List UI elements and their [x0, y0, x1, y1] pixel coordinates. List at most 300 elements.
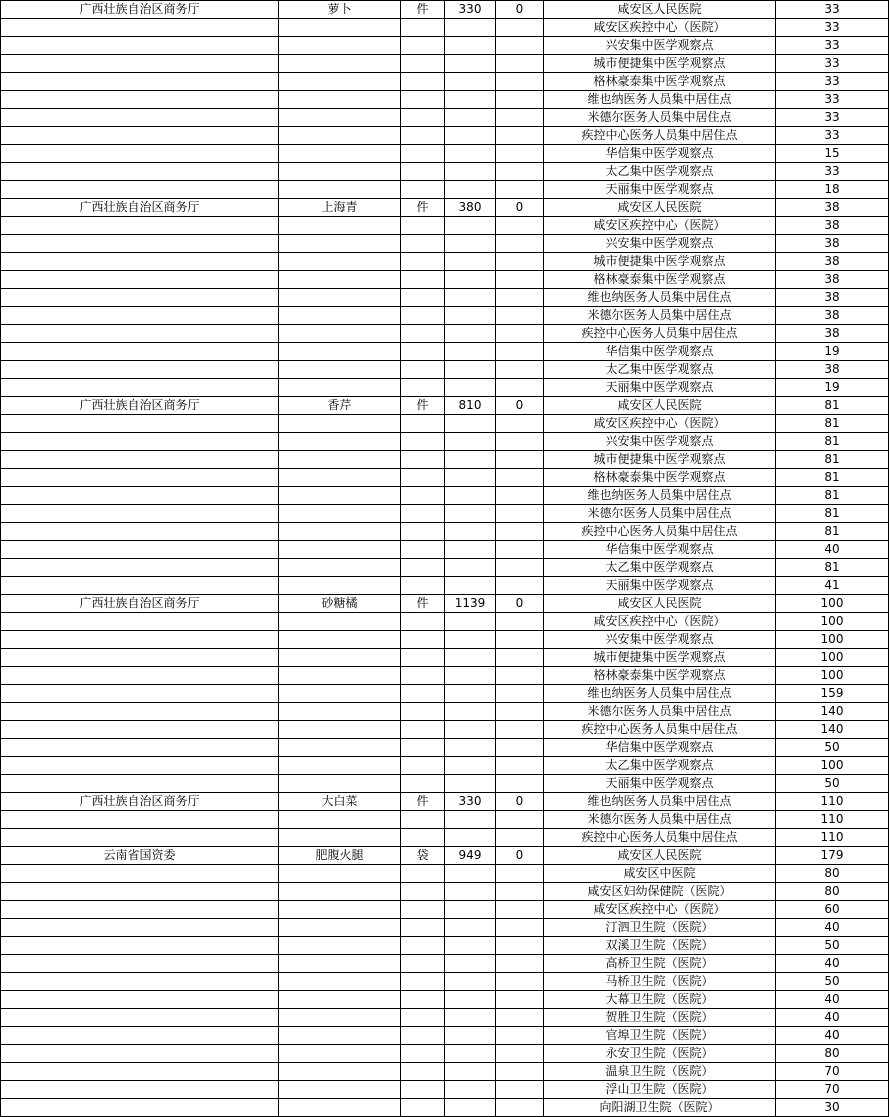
unit-cell: [401, 937, 445, 955]
total-quantity-cell: [445, 1099, 496, 1117]
total-quantity-cell: [445, 829, 496, 847]
table-row: [1, 451, 889, 469]
product-cell: 砂糖橘: [279, 595, 401, 613]
product-cell: [279, 991, 401, 1009]
donor-org-cell: [1, 487, 279, 505]
zero-cell: [496, 937, 544, 955]
total-quantity-cell: [445, 505, 496, 523]
table-row: [1, 991, 889, 1009]
table-row: [1, 937, 889, 955]
zero-cell: 0: [496, 793, 544, 811]
destination-cell: 贺胜卫生院（医院）: [544, 1009, 776, 1027]
donor-org-cell: [1, 19, 279, 37]
destination-cell: 城市便捷集中医学观察点: [544, 253, 776, 271]
table-row: [1, 793, 889, 811]
product-cell: [279, 181, 401, 199]
total-quantity-cell: [445, 577, 496, 595]
table-body: [1, 1, 889, 1117]
quantity-cell: 50: [776, 937, 889, 955]
unit-cell: [401, 649, 445, 667]
total-quantity-cell: [445, 361, 496, 379]
table-row: [1, 73, 889, 91]
total-quantity-cell: [445, 487, 496, 505]
quantity-cell: 40: [776, 991, 889, 1009]
donor-org-cell: [1, 55, 279, 73]
unit-cell: [401, 1045, 445, 1063]
product-cell: [279, 631, 401, 649]
total-quantity-cell: [445, 703, 496, 721]
total-quantity-cell: [445, 757, 496, 775]
product-cell: [279, 1099, 401, 1117]
quantity-cell: 81: [776, 451, 889, 469]
table-row: [1, 865, 889, 883]
donor-org-cell: [1, 919, 279, 937]
quantity-cell: 81: [776, 487, 889, 505]
total-quantity-cell: [445, 1027, 496, 1045]
zero-cell: [496, 901, 544, 919]
product-cell: [279, 1027, 401, 1045]
table-row: [1, 361, 889, 379]
table-row: [1, 631, 889, 649]
product-cell: [279, 379, 401, 397]
table-row: [1, 883, 889, 901]
quantity-cell: 50: [776, 739, 889, 757]
unit-cell: [401, 469, 445, 487]
zero-cell: [496, 703, 544, 721]
destination-cell: 咸安区人民医院: [544, 595, 776, 613]
destination-cell: 米德尔医务人员集中居住点: [544, 109, 776, 127]
destination-cell: 维也纳医务人员集中居住点: [544, 289, 776, 307]
quantity-cell: 38: [776, 217, 889, 235]
unit-cell: [401, 775, 445, 793]
product-cell: [279, 127, 401, 145]
unit-cell: [401, 757, 445, 775]
product-cell: [279, 775, 401, 793]
total-quantity-cell: [445, 1063, 496, 1081]
quantity-cell: 100: [776, 649, 889, 667]
zero-cell: [496, 523, 544, 541]
total-quantity-cell: [445, 541, 496, 559]
quantity-cell: 33: [776, 1, 889, 19]
destination-cell: 咸安区疾控中心（医院）: [544, 901, 776, 919]
quantity-cell: 110: [776, 829, 889, 847]
table-row: [1, 505, 889, 523]
table-row: [1, 37, 889, 55]
quantity-cell: 80: [776, 865, 889, 883]
donor-org-cell: 广西壮族自治区商务厅: [1, 199, 279, 217]
unit-cell: [401, 181, 445, 199]
table-row: [1, 559, 889, 577]
total-quantity-cell: [445, 415, 496, 433]
unit-cell: [401, 955, 445, 973]
total-quantity-cell: [445, 307, 496, 325]
table-row: [1, 271, 889, 289]
total-quantity-cell: 380: [445, 199, 496, 217]
destination-cell: 米德尔医务人员集中居住点: [544, 307, 776, 325]
unit-cell: [401, 739, 445, 757]
unit-cell: 件: [401, 397, 445, 415]
product-cell: [279, 1063, 401, 1081]
unit-cell: [401, 1009, 445, 1027]
zero-cell: [496, 361, 544, 379]
quantity-cell: 33: [776, 19, 889, 37]
zero-cell: [496, 775, 544, 793]
table-row: [1, 469, 889, 487]
donor-org-cell: [1, 37, 279, 55]
zero-cell: [496, 1099, 544, 1117]
zero-cell: [496, 919, 544, 937]
unit-cell: [401, 37, 445, 55]
destination-cell: 维也纳医务人员集中居住点: [544, 91, 776, 109]
unit-cell: [401, 991, 445, 1009]
zero-cell: [496, 415, 544, 433]
donor-org-cell: [1, 505, 279, 523]
donor-org-cell: 广西壮族自治区商务厅: [1, 793, 279, 811]
zero-cell: [496, 829, 544, 847]
unit-cell: [401, 73, 445, 91]
zero-cell: [496, 1027, 544, 1045]
zero-cell: [496, 469, 544, 487]
product-cell: [279, 973, 401, 991]
table-row: [1, 235, 889, 253]
destination-cell: 兴安集中医学观察点: [544, 433, 776, 451]
donor-org-cell: 广西壮族自治区商务厅: [1, 1, 279, 19]
zero-cell: [496, 73, 544, 91]
zero-cell: [496, 271, 544, 289]
quantity-cell: 81: [776, 415, 889, 433]
donor-org-cell: [1, 1081, 279, 1099]
destination-cell: 浮山卫生院（医院）: [544, 1081, 776, 1099]
quantity-cell: 100: [776, 595, 889, 613]
unit-cell: [401, 361, 445, 379]
product-cell: [279, 1045, 401, 1063]
unit-cell: [401, 19, 445, 37]
product-cell: [279, 343, 401, 361]
unit-cell: [401, 235, 445, 253]
product-cell: [279, 1081, 401, 1099]
total-quantity-cell: [445, 379, 496, 397]
unit-cell: [401, 163, 445, 181]
table-row: [1, 343, 889, 361]
zero-cell: [496, 343, 544, 361]
unit-cell: 件: [401, 793, 445, 811]
quantity-cell: 19: [776, 343, 889, 361]
total-quantity-cell: [445, 253, 496, 271]
table-row: [1, 703, 889, 721]
total-quantity-cell: [445, 523, 496, 541]
destination-cell: 兴安集中医学观察点: [544, 631, 776, 649]
zero-cell: [496, 505, 544, 523]
product-cell: [279, 1009, 401, 1027]
quantity-cell: 81: [776, 559, 889, 577]
unit-cell: [401, 307, 445, 325]
destination-cell: 太乙集中医学观察点: [544, 559, 776, 577]
table-row: [1, 127, 889, 145]
quantity-cell: 110: [776, 793, 889, 811]
product-cell: [279, 361, 401, 379]
zero-cell: [496, 1045, 544, 1063]
donor-org-cell: [1, 1099, 279, 1117]
quantity-cell: 38: [776, 307, 889, 325]
product-cell: [279, 73, 401, 91]
quantity-cell: 40: [776, 1027, 889, 1045]
destination-cell: 温泉卫生院（医院）: [544, 1063, 776, 1081]
product-cell: [279, 415, 401, 433]
total-quantity-cell: [445, 37, 496, 55]
table-row: [1, 739, 889, 757]
donor-org-cell: [1, 181, 279, 199]
destination-cell: 天丽集中医学观察点: [544, 577, 776, 595]
zero-cell: [496, 109, 544, 127]
quantity-cell: 80: [776, 883, 889, 901]
table-row: [1, 181, 889, 199]
destination-cell: 疾控中心医务人员集中居住点: [544, 721, 776, 739]
quantity-cell: 41: [776, 577, 889, 595]
quantity-cell: 81: [776, 433, 889, 451]
unit-cell: 件: [401, 1, 445, 19]
destination-cell: 兴安集中医学观察点: [544, 235, 776, 253]
donor-org-cell: [1, 379, 279, 397]
unit-cell: [401, 613, 445, 631]
total-quantity-cell: [445, 883, 496, 901]
unit-cell: [401, 631, 445, 649]
table-row: [1, 379, 889, 397]
destination-cell: 疾控中心医务人员集中居住点: [544, 127, 776, 145]
total-quantity-cell: [445, 55, 496, 73]
quantity-cell: 33: [776, 55, 889, 73]
quantity-cell: 19: [776, 379, 889, 397]
destination-cell: 大幕卫生院（医院）: [544, 991, 776, 1009]
zero-cell: [496, 757, 544, 775]
destination-cell: 兴安集中医学观察点: [544, 37, 776, 55]
destination-cell: 疾控中心医务人员集中居住点: [544, 325, 776, 343]
quantity-cell: 38: [776, 235, 889, 253]
quantity-cell: 159: [776, 685, 889, 703]
unit-cell: [401, 415, 445, 433]
donor-org-cell: [1, 973, 279, 991]
donor-org-cell: [1, 739, 279, 757]
zero-cell: [496, 487, 544, 505]
destination-cell: 咸安区疾控中心（医院）: [544, 217, 776, 235]
total-quantity-cell: [445, 73, 496, 91]
product-cell: [279, 109, 401, 127]
unit-cell: [401, 919, 445, 937]
table-row: [1, 829, 889, 847]
quantity-cell: 81: [776, 469, 889, 487]
unit-cell: [401, 127, 445, 145]
unit-cell: [401, 325, 445, 343]
unit-cell: [401, 721, 445, 739]
total-quantity-cell: [445, 433, 496, 451]
table-row: [1, 523, 889, 541]
unit-cell: [401, 271, 445, 289]
donor-org-cell: [1, 991, 279, 1009]
destination-cell: 格林豪泰集中医学观察点: [544, 271, 776, 289]
product-cell: [279, 235, 401, 253]
zero-cell: [496, 145, 544, 163]
product-cell: [279, 433, 401, 451]
total-quantity-cell: [445, 811, 496, 829]
zero-cell: [496, 235, 544, 253]
donor-org-cell: [1, 649, 279, 667]
quantity-cell: 179: [776, 847, 889, 865]
donor-org-cell: [1, 235, 279, 253]
destination-cell: 咸安区妇幼保健院（医院）: [544, 883, 776, 901]
unit-cell: 件: [401, 199, 445, 217]
product-cell: [279, 955, 401, 973]
unit-cell: [401, 883, 445, 901]
quantity-cell: 40: [776, 955, 889, 973]
product-cell: [279, 271, 401, 289]
table-row: [1, 325, 889, 343]
product-cell: [279, 55, 401, 73]
product-cell: [279, 523, 401, 541]
unit-cell: [401, 379, 445, 397]
zero-cell: [496, 127, 544, 145]
total-quantity-cell: [445, 325, 496, 343]
quantity-cell: 33: [776, 91, 889, 109]
product-cell: 大白菜: [279, 793, 401, 811]
unit-cell: 袋: [401, 847, 445, 865]
destination-cell: 疾控中心医务人员集中居住点: [544, 829, 776, 847]
quantity-cell: 70: [776, 1063, 889, 1081]
total-quantity-cell: [445, 991, 496, 1009]
donor-org-cell: [1, 541, 279, 559]
donor-org-cell: [1, 631, 279, 649]
donor-org-cell: [1, 415, 279, 433]
donor-org-cell: [1, 163, 279, 181]
zero-cell: [496, 379, 544, 397]
unit-cell: [401, 1027, 445, 1045]
quantity-cell: 81: [776, 505, 889, 523]
unit-cell: [401, 253, 445, 271]
quantity-cell: 50: [776, 775, 889, 793]
destination-cell: 维也纳医务人员集中居住点: [544, 685, 776, 703]
unit-cell: [401, 1063, 445, 1081]
donor-org-cell: [1, 937, 279, 955]
destination-cell: 格林豪泰集中医学观察点: [544, 667, 776, 685]
product-cell: [279, 757, 401, 775]
donor-org-cell: [1, 559, 279, 577]
zero-cell: [496, 19, 544, 37]
donor-org-cell: [1, 901, 279, 919]
product-cell: [279, 145, 401, 163]
zero-cell: 0: [496, 199, 544, 217]
table-row: [1, 91, 889, 109]
table-row: [1, 649, 889, 667]
destination-cell: 格林豪泰集中医学观察点: [544, 73, 776, 91]
donor-org-cell: [1, 865, 279, 883]
donor-org-cell: [1, 613, 279, 631]
quantity-cell: 38: [776, 361, 889, 379]
table-row: [1, 487, 889, 505]
total-quantity-cell: [445, 631, 496, 649]
unit-cell: [401, 541, 445, 559]
zero-cell: [496, 325, 544, 343]
product-cell: [279, 469, 401, 487]
donor-org-cell: [1, 343, 279, 361]
zero-cell: [496, 973, 544, 991]
unit-cell: [401, 343, 445, 361]
destination-cell: 向阳湖卫生院（医院）: [544, 1099, 776, 1117]
destination-cell: 咸安区疾控中心（医院）: [544, 19, 776, 37]
donor-org-cell: [1, 433, 279, 451]
product-cell: 肥腹火腿: [279, 847, 401, 865]
product-cell: 香芹: [279, 397, 401, 415]
donor-org-cell: [1, 253, 279, 271]
destination-cell: 太乙集中医学观察点: [544, 361, 776, 379]
unit-cell: [401, 55, 445, 73]
product-cell: [279, 91, 401, 109]
table-row: [1, 253, 889, 271]
quantity-cell: 60: [776, 901, 889, 919]
zero-cell: [496, 433, 544, 451]
table-row: [1, 613, 889, 631]
zero-cell: 0: [496, 397, 544, 415]
total-quantity-cell: 1139: [445, 595, 496, 613]
product-cell: [279, 901, 401, 919]
donor-org-cell: [1, 361, 279, 379]
table-row: [1, 55, 889, 73]
table-row: [1, 847, 889, 865]
table-row: [1, 1063, 889, 1081]
table-row: [1, 163, 889, 181]
quantity-cell: 81: [776, 523, 889, 541]
product-cell: [279, 37, 401, 55]
destination-cell: 太乙集中医学观察点: [544, 757, 776, 775]
unit-cell: [401, 865, 445, 883]
destination-cell: 米德尔医务人员集中居住点: [544, 811, 776, 829]
table-row: [1, 109, 889, 127]
total-quantity-cell: [445, 973, 496, 991]
zero-cell: [496, 253, 544, 271]
unit-cell: [401, 289, 445, 307]
product-cell: [279, 937, 401, 955]
zero-cell: [496, 865, 544, 883]
product-cell: [279, 685, 401, 703]
product-cell: [279, 253, 401, 271]
zero-cell: [496, 577, 544, 595]
quantity-cell: 33: [776, 127, 889, 145]
table-row: [1, 1027, 889, 1045]
quantity-cell: 50: [776, 973, 889, 991]
destination-cell: 马桥卫生院（医院）: [544, 973, 776, 991]
product-cell: [279, 487, 401, 505]
table-row: [1, 901, 889, 919]
product-cell: [279, 649, 401, 667]
destination-cell: 官埠卫生院（医院）: [544, 1027, 776, 1045]
product-cell: [279, 19, 401, 37]
quantity-cell: 40: [776, 919, 889, 937]
total-quantity-cell: [445, 1081, 496, 1099]
zero-cell: [496, 991, 544, 1009]
quantity-cell: 33: [776, 73, 889, 91]
total-quantity-cell: [445, 1045, 496, 1063]
donor-org-cell: [1, 829, 279, 847]
zero-cell: [496, 307, 544, 325]
donor-org-cell: [1, 757, 279, 775]
product-cell: 萝卜: [279, 1, 401, 19]
table-row: [1, 721, 889, 739]
quantity-cell: 100: [776, 667, 889, 685]
unit-cell: [401, 91, 445, 109]
quantity-cell: 40: [776, 541, 889, 559]
product-cell: [279, 613, 401, 631]
donor-org-cell: 广西壮族自治区商务厅: [1, 595, 279, 613]
donor-org-cell: [1, 523, 279, 541]
destination-cell: 米德尔医务人员集中居住点: [544, 703, 776, 721]
zero-cell: [496, 685, 544, 703]
